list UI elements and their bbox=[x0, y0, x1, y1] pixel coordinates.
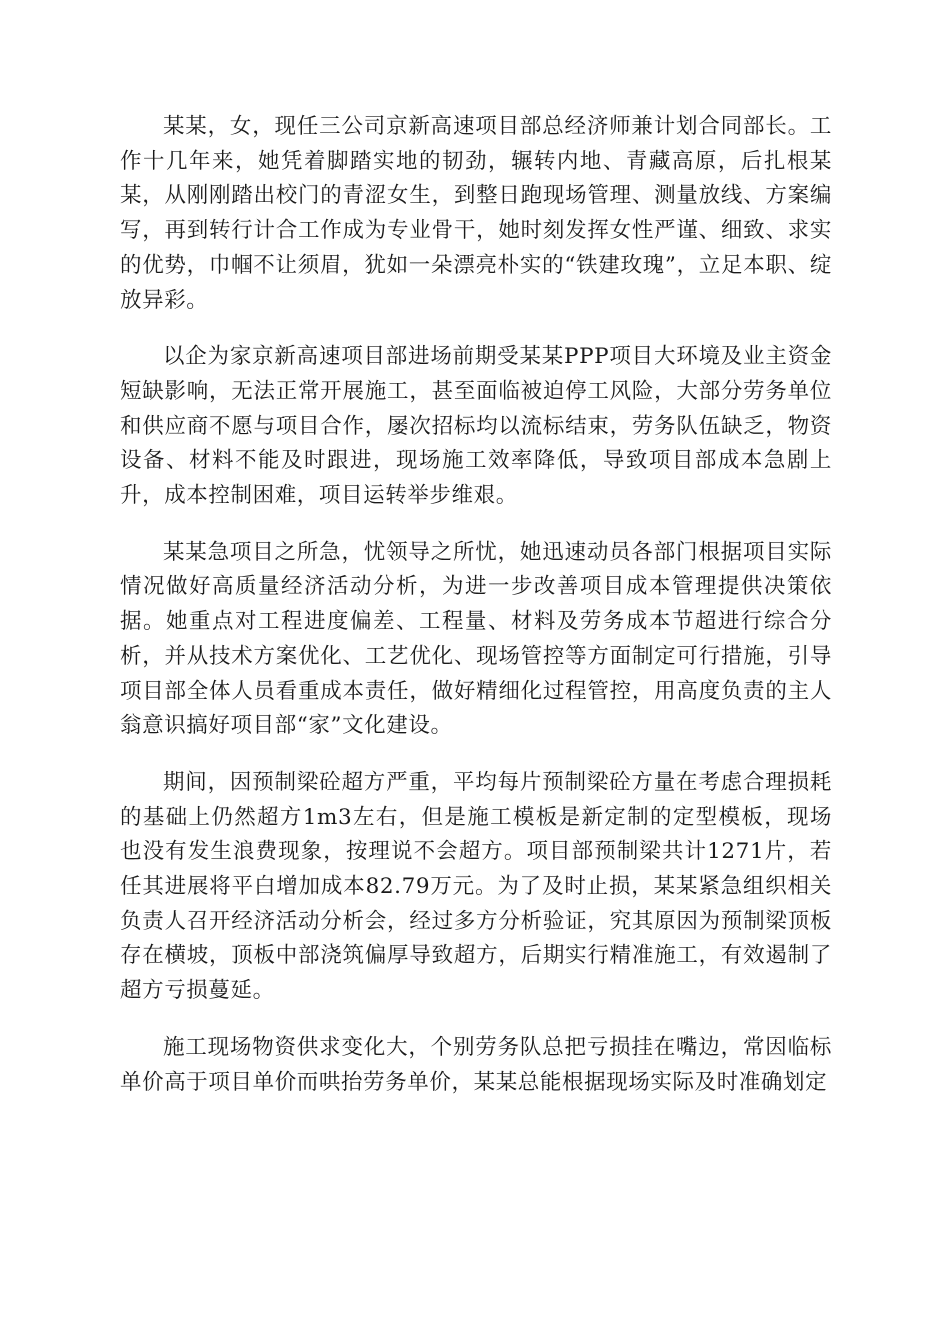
paragraph-5: 施工现场物资供求变化大，个别劳务队总把亏损挂在嘴边，常因临标单价高于项目单价而哄抬劳务单价，某某总能根据现场实际及时准确划定 bbox=[120, 1034, 832, 1095]
document-body bbox=[120, 110, 832, 1122]
paragraph-3: 某某急项目之所急，忧领导之所忧，她迅速动员各部门根据项目实际情况做好高质量经济活动分析，为进一步改善项目成本管理提供决策依据。她重点对工程进度偏差、工程量、材料及劳务成本节超进行综合分析，并从技术方案优化、工艺优化、现场管控等方面制定可行措施，引导项目部全体人员看重成本责任，做好精细化过程管控，用高度负责的主人翁意识搞好项目部“家”文化建设。 bbox=[120, 539, 832, 739]
paragraph-2: 以企为家京新高速项目部进场前期受某某PPP项目大环境及业主资金短缺影响，无法正常开展施工，甚至面临被迫停工风险，大部分劳务单位和供应商不愿与项目合作，屡次招标均以流标结束，劳务队伍缺乏，物资设备、材料不能及时跟进，现场施工效率降低，导致项目部成本急剧上升，成本控制困难，项目运转举步维艰。 bbox=[120, 344, 832, 509]
paragraph-1: 某某，女，现任三公司京新高速项目部总经济师兼计划合同部长。工作十几年来，她凭着脚踏实地的韧劲，辗转内地、青藏高原，后扎根某某，从刚刚踏出校门的青涩女生，到整日跑现场管理、测量放线、方案编写，再到转行计合工作成为专业骨干，她时刻发挥女性严谨、细致、求实的优势，巾帼不让须眉，犹如一朵漂亮朴实的“铁建玫瑰”，立足本职、绽放异彩。 bbox=[120, 114, 832, 313]
paragraph-4: 期间，因预制梁砼超方严重，平均每片预制梁砼方量在考虑合理损耗的基础上仍然超方1m3左右，但是施工模板是新定制的定型模板，现场也没有发生浪费现象，按理说不会超方。项目部预制梁共计1271片，若任其进展将平白增加成本82.79万元。为了及时止损，某某紧急组织相关负责人召开经济活动分析会，经过多方分析验证，究其原因为预制梁顶板存在横坡，顶板中部浇筑偏厚导致超方，后期实行精准施工，有效遏制了超方亏损蔓延。 bbox=[120, 769, 832, 1004]
